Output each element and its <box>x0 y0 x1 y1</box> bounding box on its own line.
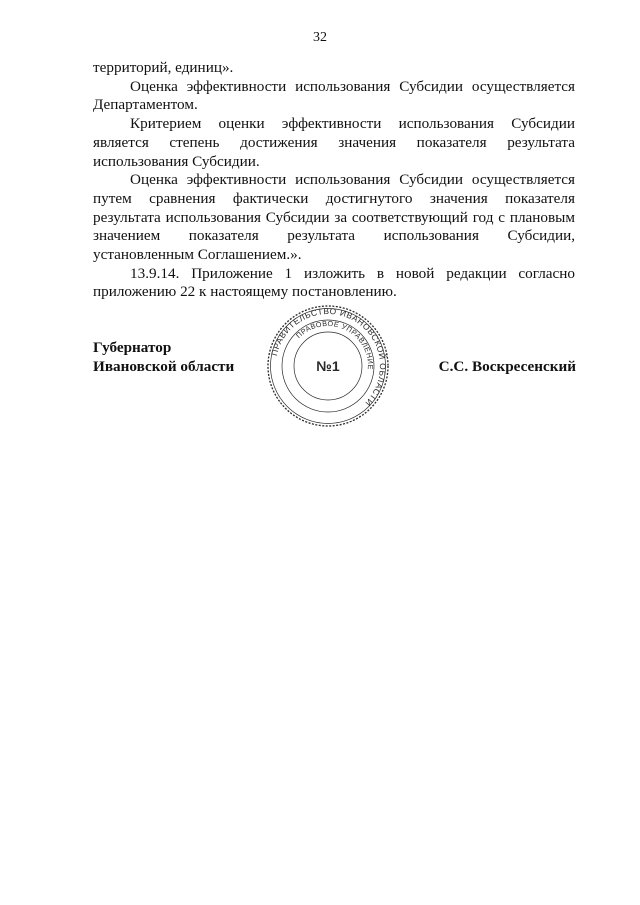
paragraph-continuation: территорий, единиц». <box>93 59 234 76</box>
document-body <box>93 59 575 302</box>
seal-outer-text: ПРАВИТЕЛЬСТВО ИВАНОВСКОЙ ОБЛАСТИ <box>269 305 389 409</box>
paragraph-evaluation-method: Оценка эффективности использования Субсидии осуществляется путем сравнения фактически достигнутого значения показателя результата использования Субсидии за соответствующий год с плановым значением показателя результата использования Субсидии, установленным Соглашением.». <box>93 171 575 264</box>
signatory-position-line2: Ивановской области <box>93 358 235 375</box>
paragraph-evaluation-criterion: Критерием оценки эффективности использования Субсидии является степень достижения значения показателя результата использования Субсидии. <box>93 115 575 170</box>
signatory-position <box>93 338 234 376</box>
official-seal-stamp <box>266 304 390 428</box>
signatory-name: С.С. Воскресенский <box>438 358 576 375</box>
page-number: 32 <box>313 30 327 45</box>
signatory-position-line1: Губернатор <box>93 339 172 356</box>
paragraph-evaluation-department: Оценка эффективности использования Субсидии осуществляется Департаментом. <box>93 77 575 114</box>
seal-number: №1 <box>316 358 340 374</box>
seal-inner-text: ПРАВОВОЕ УПРАВЛЕНИЕ <box>294 318 376 370</box>
paragraph-item-13-9-14: 13.9.14. Приложение 1 изложить в новой редакции согласно приложению 22 к настоящему постановлению. <box>93 264 575 301</box>
